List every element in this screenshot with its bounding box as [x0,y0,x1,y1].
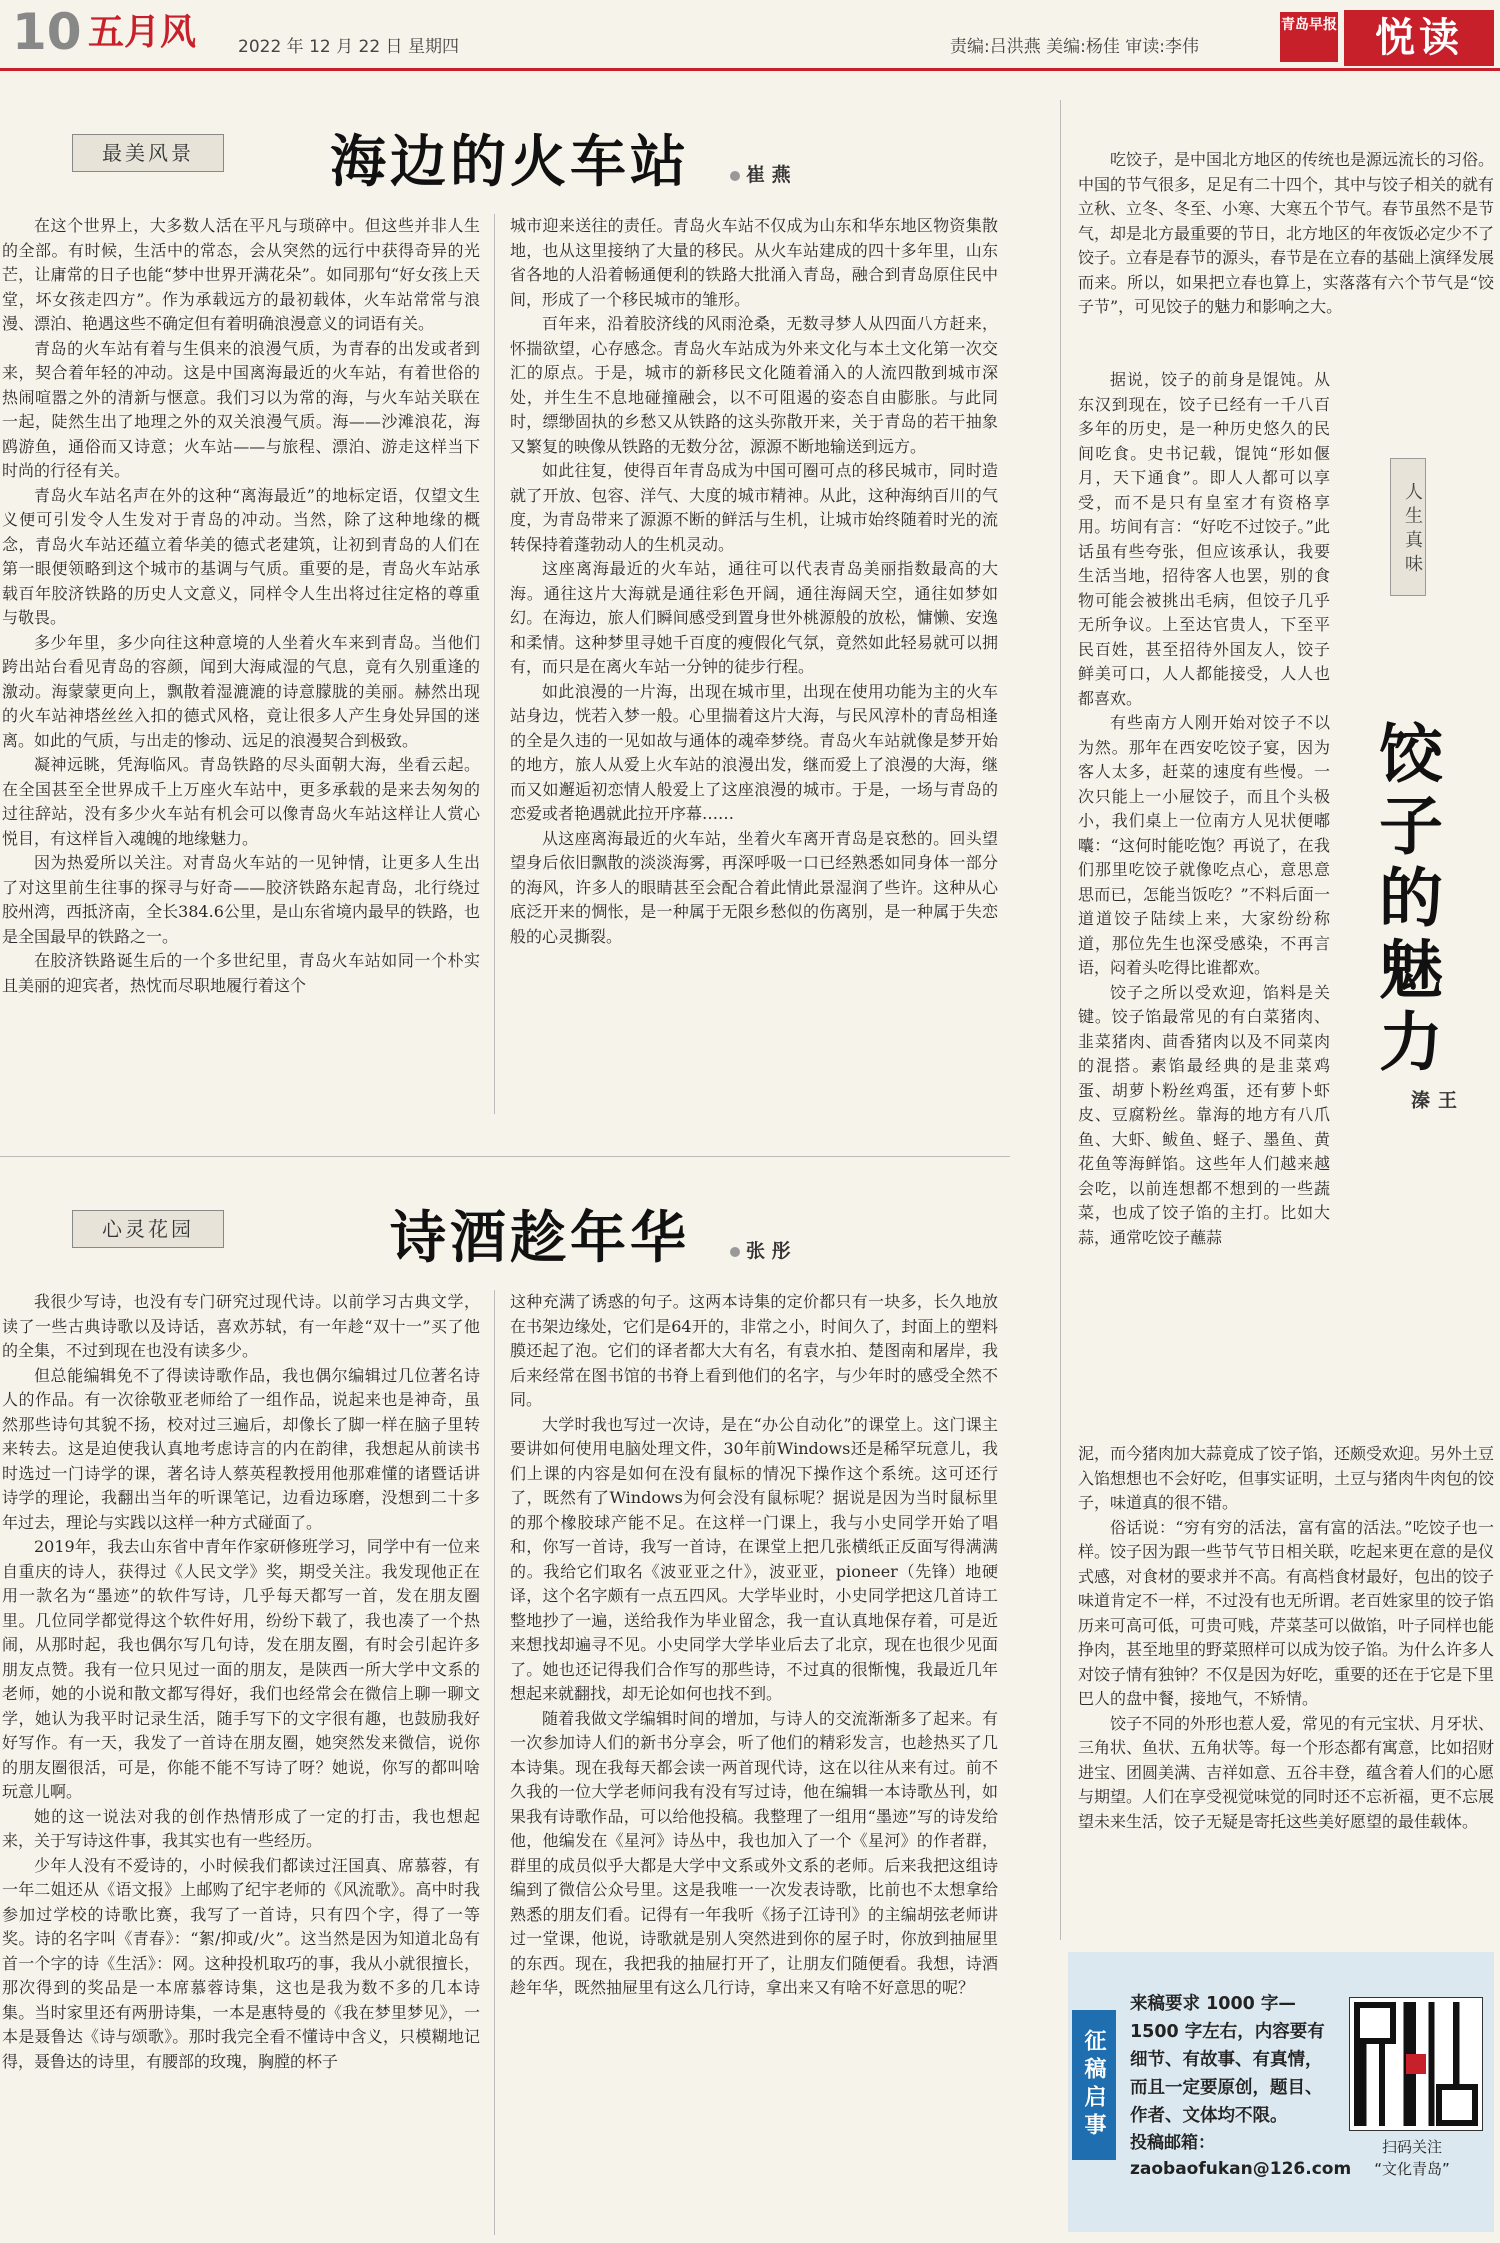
paragraph: 如此往复，使得百年青岛成为中国可圈可点的移民城市，同时造就了开放、包容、洋气、大度的城市精神。从此，这种海纳百川的气度，为青岛带来了源源不断的鲜活与生机，让城市始终随着时光的流转保持着蓬勃动人的生机灵动。 [510,461,998,554]
call-for-submissions-label: 征稿启事 [1072,2010,1116,2160]
paragraph: 少年人没有不爱诗的，小时候我们都读过汪国真、席慕蓉，有一年二姐还从《语文报》上邮购了纪宇老师的《风流歌》。高中时我参加过学校的诗歌比赛，我写了一首诗，只有四个字，得了一等奖。诗的名字叫《青春》：“絮/抑或/火”。这当然是因为知道北岛有首一个字的诗《生活》：网。这种投机取巧的事，我从小就很擅长，那次得到的奖品是一本席慕蓉诗集，这也是我为数不多的几本诗集。当时家里还有两册诗集，一本是惠特曼的《我在梦里梦见》，一本是聂鲁达《诗与颂歌》。那时我完全看不懂诗中含义，只模糊地记得，聂鲁达的诗里，有腰部的玫瑰，胸膛的杯子 [2,1855,480,2071]
issue-date: 2022 年 12 月 22 日 星期四 [238,37,459,57]
paragraph: 从这座离海最近的火车站，坐着火车离开青岛是哀愁的。回头望望身后依旧飘散的淡淡海雾，再深呼吸一口已经熟悉如同身体一部分的海风，许多人的眼睛甚至会配合着此情此景湿润了些许。这种从心底泛开来的惆怅，是一种属于无限乡愁似的伤离别，是一种属于失恋般的心灵撕裂。 [510,828,998,946]
paragraph: 因为热爱所以关注。对青岛火车站的一见钟情，让更多人生出了对这里前生往事的探寻与好奇——胶济铁路东起青岛，北行绕过胶州湾，西抵济南，全长384.6公里，是山东省境内最早的铁路，也是全国最早的铁路之一。 [2,853,480,946]
article2-column-1 [2,1290,480,2240]
paragraph: 据说，饺子的前身是馄饨。从东汉到现在，饺子已经有一千八百多年的历史，是一种历史悠久的民间吃食。史书记载，馄饨“形如偃月，天下通食”。即人人都可以享受，而不是只有皇室才有资格享用。坊间有言：“好吃不过饺子。”此话虽有些夸张，但应该承认，我要生活当地，招待客人也罢，别的食物可能会被挑出毛病，但饺子几乎无所争议。上至达官贵人，下至平民百姓，甚至招待外国友人，饺子鲜美可口，人人都能接受，人人也都喜欢。 [1078,370,1330,708]
paragraph: 饺子之所以受欢迎，馅料是关键。饺子馅最常见的有白菜猪肉、韭菜猪肉、茴香猪肉以及不同菜肉的混搭。素馅最经典的是韭菜鸡蛋、胡萝卜粉丝鸡蛋，还有萝卜虾皮、豆腐粉丝。靠海的地方有八爪鱼、大虾、鲅鱼、蛏子、墨鱼、黄花鱼等海鲜馅。这些年人们越来越会吃，以前连想都不想到的一些蔬菜，也成了饺子馅的主打。比如大蒜，通常吃饺子蘸蒜 [1078,982,1330,1247]
article1-column-2 [510,214,998,1114]
submission-email[interactable]: 投稿邮箱：zaobaofukan@126.com [1130,2133,1352,2179]
paragraph: 随着我做文学编辑时间的增加，与诗人的交流渐渐多了起来。有一次参加诗人们的新书分享会，听了他们的精彩发言，也趁热买了几本诗集。现在我每天都会读一两首现代诗，这在以往从来有过。前不久我的一位大学老师问我有没有写过诗，他在编辑一本诗歌丛刊，如果我有诗歌作品，可以给他投稿。我整理了一组用“墨迹”写的诗发给他，他编发在《星河》诗丛中，我也加入了一个《星河》的作者群，群里的成员似乎大都是大学中文系或外文系的老师。后来我把这组诗编到了微信公众号里。这是我唯一一次发表诗歌，比前也不太想拿给熟悉的朋友们看。记得有一年我听《扬子江诗刊》的主编胡弦老师讲过一堂课，他说，诗歌就是别人突然进到你的屋子时，你放到抽屉里的东西。现在，我把我的抽屉打开了，让朋友们随便看。我想，诗酒趁年华，既然抽屉里有这么几行诗，拿出来又有啥不好意思的呢？ [510,1708,998,1997]
article1-title: 海边的火车站 [330,129,690,195]
paragraph: 凝神远眺，凭海临风。青岛铁路的尽头面朝大海，坐看云起。在全国甚至全世界成千上万座火车站中，更多承载的是来去匆匆的过往辞站，没有多少火车站有机会可以像青岛火车站这样让人赏心悦目，有这样旨入魂魄的地缘魅力。 [2,755,480,848]
paragraph: 这座离海最近的火车站，通往可以代表青岛美丽指数最高的大海。通往这片大海就是通往彩色开阔，通往海阔天空，通往如梦如幻。在海边，旅人们瞬间感受到置身世外桃源般的放松，慵懒、安逸和柔情。这种梦里寻她千百度的瘦假化气氛，竟然如此轻易就可以拥有，而只是在离火车站一分钟的徒步行程。 [510,559,998,676]
newspaper-logo: 青岛早报 [1280,12,1338,62]
paragraph: 百年来，沿着胶济线的风雨沧桑，无数寻梦人从四面八方赶来，怀揣欲望，心存感念。青岛火车站成为外来文化与本土文化第一次交汇的原点。于是，城市的新移民文化随着涌入的人流四散到城市深处，并生生不息地碰撞融会，以不可阻遏的姿态自由膨胀。与此同时，缥缈固执的乡愁又从铁路的这头弥散开来，关于青岛的若干抽象又繁复的映像从铁路的无数分岔，源源不断地输送到远方。 [510,314,998,456]
column-divider [1060,100,1061,1940]
column-divider [494,214,495,1114]
paragraph: 我很少写诗，也没有专门研究过现代诗。以前学习古典文学，读了一些古典诗歌以及诗话，喜欢苏轼，有一年趁“双十一”买了他的全集，不过到现在也没有读多少。 [2,1292,480,1360]
paragraph: 这种充满了诱惑的句子。这两本诗集的定价都只有一块多，长久地放在书架边缘处，它们是64开的，非常之小，时间久了，封面上的塑料膜还起了泡。它们的译者都大大有名，有袁水拍、楚图南和屠岸，我后来经常在图书馆的书脊上看到他们的名字，与少年时的感受全然不同。 [510,1292,998,1409]
qr-caption-line1: 扫码关注 [1381,2138,1442,2156]
article3-narrow-column [1078,368,1330,1442]
qr-code-icon[interactable] [1350,1998,1482,2130]
section-name: 五月风 [88,11,197,53]
column-name: 悦读 [1344,10,1494,66]
qr-caption [1346,2136,1478,2180]
paragraph: 多少年里，多少向往这种意境的人坐着火车来到青岛。当他们跨出站台看见青岛的容颜，闻到大海咸湿的气息，竟有久别重逢的激动。海蒙蒙更向上，飘散着湿漉漉的诗意朦胧的美丽。赫然出现的火车站神塔丝丝入扣的德式风格，竟让很多人产生身处异国的迷离。如此的气质，与出走的惨动、远足的浪漫契合到极致。 [2,632,480,750]
article1-author: 崔 燕 [746,164,791,186]
paragraph: 她的这一说法对我的创作热情形成了一定的打击，我也想起来，关于写诗这件事，我其实也有一些经历。 [2,1806,480,1850]
paragraph: 泥，而今猪肉加大蒜竟成了饺子馅，还颇受欢迎。另外土豆入馅想想也不会好吃，但事实证明，土豆与猪肉牛肉包的饺子，味道真的很不错。 [1078,1444,1494,1512]
column-divider [494,1290,495,2235]
paragraph: 在胶济铁路诞生后的一个多世纪里，青岛火车站如同一个朴实且美丽的迎宾者，热忱而尽职地履行着这个 [2,951,480,995]
paragraph: 2019年，我去山东省中青年作家研修班学习，同学中有一位来自重庆的诗人，获得过《人民文学》奖，期受关注。我发现他正在用一款名为“墨迹”的软件写诗，几乎每天都写一首，发在朋友圈里。几位同学都觉得这个软件好用，纷纷下载了，我也凑了一个热闹，从那时起，我也偶尔写几句诗，发在朋友圈，有时会引起许多朋友点赞。我有一位只见过一面的朋友，是陕西一所大学中文系的老师，她的小说和散文都写得好，我们也经常会在微信上聊一聊文学，她认为我平时记录生活，随手写下的文字很有趣，也鼓励我好好写作。有一天，我发了一首诗在朋友圈，她突然发来微信，说你的朋友圈很活，可是，你能不能不写诗了呀？她说，你写的都叫啥玩意儿啊。 [2,1537,480,1801]
paragraph: 饺子不同的外形也惹人爱，常见的有元宝状、月牙状、三角状、鱼状、五角状等。每一个形态都有寓意，比如招财进宝、团圆美满、吉祥如意、五谷丰登，蕴含着人们的心愿与期望。人们在享受视觉味觉的同时还不忘祈福，更不忘展望未来生活，饺子无疑是寄托这些美好愿望的最佳载体。 [1078,1713,1494,1831]
article2-title: 诗酒趁年华 [390,1205,690,1271]
paragraph: 吃饺子，是中国北方地区的传统也是源远流长的习俗。中国的节气很多，足足有二十四个，其中与饺子相关的就有立秋、立冬、冬至、小寒、大寒五个节气。春节虽然不是节气，却是北方最重要的节日，北方地区的年夜饭必定少不了饺子。立春是春节的源头，春节是在立春的基础上演绎发展而来。所以，如果把立春也算上，实落落有六个节气是“饺子节”，可见饺子的魅力和影响之大。 [1078,150,1494,316]
article3-tag: 人生真味 [1390,458,1426,596]
qr-logo-icon [1406,2054,1426,2074]
qr-caption-line2: “文化青岛” [1374,2160,1450,2178]
paragraph: 在这个世界上，大多数人活在平凡与琐碎中。但这些并非人生的全部。有时候，生活中的常态，会从突然的远行中获得奇异的光芒，让庸常的日子也能“梦中世界开满花朵”。如同那句“好女孩上天堂，坏女孩走四方”。作为承载远方的最初载体，火车站常常与浪漫、漂泊、艳遇这些不确定但有着明确浪漫意义的词语有关。 [2,216,480,333]
submission-requirements: 来稿要求 1000 字—1500 字左右，内容要有细节、有故事、有真情，而且一定要原创，题目、作者、文体均不限。 [1130,1994,1325,2126]
paragraph: 大学时我也写过一次诗，是在“办公自动化”的课堂上。这门课主要讲如何使用电脑处理文件，30年前Windows还是稀罕玩意儿，我们上课的内容是如何在没有鼠标的情况下操作这个系统。这可还行了，既然有了Windows为何会没有鼠标呢？据说是因为当时鼠标里的那个橡胶球产能不足。在这样一门课上，我与小史同学开始了唱和，你写一首诗，我写一首诗，在课堂上把几张横纸正反面写得满满的。我给它们取名《波亚亚之什》，波亚亚，pioneer（先锋）地硬译，这个名字颇有一点五四风。大学毕业时，小史同学把这几首诗工整地抄了一遍，送给我作为毕业留念，我一直认真地保存着，可是近来想找却遍寻不见。小史同学大学毕业后去了北京，现在也很少见面了。她也还记得我们合作写的那些诗，不过真的很惭愧，我最近几年想起来就翻找，却无论如何也找不到。 [510,1414,998,1703]
paragraph: 有些南方人刚开始对饺子不以为然。那年在西安吃饺子宴，因为客人太多，赶菜的速度有些慢。一次只能上一小屉饺子，而且个头极小，我们桌上一位南方人见状便嘟囔：“这何时能吃饱？再说了，在我们那里吃饺子就像吃点心，意思意思而已，怎能当饭吃？”不料后面一道道饺子陆续上来，大家纷纷称道，那位先生也深受感染，不再言语，闷着头吃得比谁都欢。 [1078,713,1330,977]
paragraph: 青岛的火车站有着与生俱来的浪漫气质，为青春的出发或者到来，契合着年轻的冲动。这是中国离海最近的火车站，有着世俗的热闹喧嚣之外的清新与惬意。我们习以为常的海，与火车站关联在一起，陡然生出了地理之外的双关浪漫气质。海——沙滩浪花，海鸥游鱼，通俗而又诗意；火车站——与旅程、漂泊、游走这样当下时尚的行径有关。 [2,338,480,480]
article2-byline [730,1236,791,1263]
article3-bottom [1078,1442,1494,1937]
bullet-icon [730,1247,740,1257]
article1-column-1 [2,214,480,1122]
article3-intro [1078,148,1494,366]
paragraph: 如此浪漫的一片海，出现在城市里，出现在使用功能为主的火车站身边，恍若入梦一般。心里揣着这片大海，与民风淳朴的青岛相逢的全是久违的一见如故与通体的魂牵梦绕。青岛火车站就像是梦开始的地方，旅人从爱上火车站的浪漫出发，继而爱上了浪漫的大海，继而又如邂逅初恋情人般爱上了这座浪漫的城市。于是，一场与青岛的恋爱或者艳遇就此拉开序幕…… [510,681,998,823]
article1-byline [730,160,791,187]
editor-credits: 责编:吕洪燕 美编:杨佳 审读:李伟 [950,37,1199,57]
article-divider [0,1156,1010,1157]
header-rule [0,68,1500,71]
paragraph: 城市迎来送往的责任。青岛火车站不仅成为山东和华东地区物资集散地，也从这里接纳了大量的移民。从火车站建成的四十多年里，山东省各地的人沿着畅通便利的铁路大批涌入青岛，融合到青岛原住民中间，形成了一个移民城市的雏形。 [510,216,998,309]
article3-title: 饺子的魅力 [1368,720,1443,1080]
article2-column-2 [510,1290,998,2240]
page-number: 10 [12,3,82,61]
paragraph: 青岛火车站名声在外的这种“离海最近”的地标定语，仅望文生义便可引发令人生发对于青岛的冲动。当然，除了这种地缘的概念，青岛火车站还蕴立着华美的德式老建筑，让初到青岛的人们在第一眼便领略到这个城市的基调与气质。重要的是，青岛火车站承载百年胶济铁路的历史人文意义，同样令人生出将过往定格的尊重与敬畏。 [2,485,480,627]
paragraph: 俗话说：“穷有穷的活法，富有富的活法。”吃饺子也一样。饺子因为跟一些节气节日相关联，吃起来更在意的是仪式感，对食材的要求并不高。有高档食材最好，包出的饺子味道肯定不一样，不过没有也无所谓。老百姓家里的饺子馅历来可高可低，可贵可贱，芹菜茎可以做馅，叶子同样也能挣肉，甚至地里的野菜照样可以成为饺子馅。为什么许多人对饺子情有独钟？不仅是因为好吃，重要的还在于它是下里巴人的盘中餐，接地气，不矫情。 [1078,1517,1494,1708]
article2-author: 张 彤 [746,1240,791,1262]
article3-author: 王 溱 [1408,1090,1457,1119]
paragraph: 但总能编辑免不了得读诗歌作品，我也偶尔编辑过几位著名诗人的作品。有一次徐敬亚老师给了一组作品，说起来也是神奇，虽然那些诗句其貌不扬，校对过三遍后，却像长了脚一样在脑子里转来转去。这是迫使我认真地考虑诗言的内在韵律，我想起从前读书时选过一门诗学的课，著名诗人蔡英程教授用他那难懂的诸暨话讲诗学的理论，我翻出当年的听课笔记，边看边琢磨，没想到二十多年过去，理论与实践以这样一种方式碰面了。 [2,1365,480,1532]
bullet-icon [730,171,740,181]
article1-tag: 最美风景 [72,134,224,172]
article2-tag: 心灵花园 [72,1210,224,1248]
